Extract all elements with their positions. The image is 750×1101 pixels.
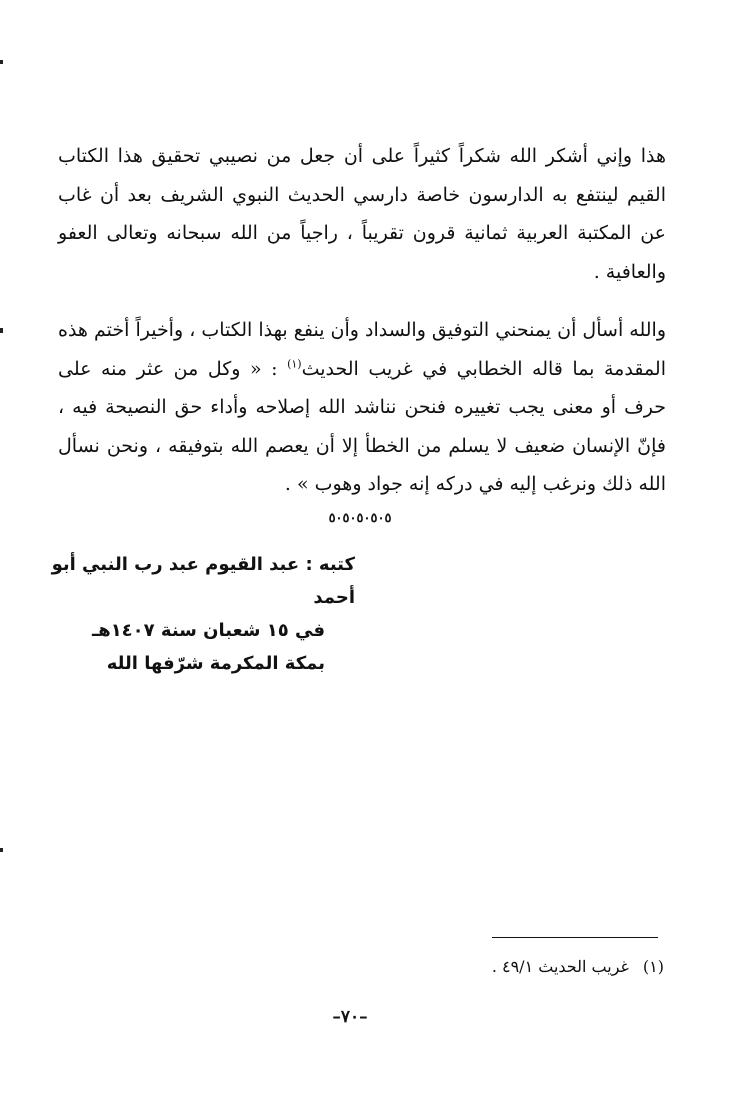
- page-number: –٧٠–: [332, 1007, 368, 1027]
- body-paragraph-1: [58, 137, 666, 291]
- section-ornament: ٥٠٥٠٥٠٥٠٥: [328, 511, 392, 526]
- footnote-divider: [492, 937, 658, 938]
- signature-author: كتبه : عبد القيوم عبد رب النبي أبو أحمد: [51, 554, 355, 608]
- signature-block: [25, 548, 355, 680]
- paragraph-text: هذا وإني أشكر الله شكراً كثيراً على أن جعل من نصيبي تحقيق هذا الكتاب القيم لينتفع به الدارسون خاصة دارسي الحديث النبوي الشريف بعد أن غاب عن المكتبة العربية ثمانية قرون تقريباً ، راجياً من الله سبحانه وتعالى العفو والعافية .: [58, 145, 666, 283]
- quote-text: : « وكل من عثر منه على حرف أو معنى يجب تغييره فنحن نناشد الله إصلاحه وأداء حق النصيحة فيه ، فإنّ الإنسان ضعيف لا يسلم من الخطأ إلا أن يعصم الله بتوفيقه ، ونحن نسأل الله ذلك ونرغب إليه في دركه إنه جواد وهوب » .: [58, 357, 666, 495]
- footnote-text: غريب الحديث ٤٩/١ .: [491, 957, 629, 976]
- scan-edge-mark: [0, 60, 3, 64]
- footnote-number: (١): [642, 957, 664, 976]
- scan-edge-mark: [0, 848, 3, 852]
- footnote-reference: (١): [287, 357, 302, 371]
- scan-edge-mark: [0, 328, 3, 333]
- paragraph-text: والله أسأل أن يمنحني التوفيق والسداد وأن ينفع بهذا الكتاب ، وأخيراً أختم هذه المقدمة بما قاله الخطابي في غريب الحديث: [58, 319, 666, 380]
- signature-date: في ١٥ شعبان سنة ١٤٠٧هـ: [92, 620, 325, 641]
- body-paragraph-2: [58, 311, 666, 504]
- footnote: [492, 955, 664, 979]
- signature-place: بمكة المكرمة شرّفها الله: [106, 653, 325, 674]
